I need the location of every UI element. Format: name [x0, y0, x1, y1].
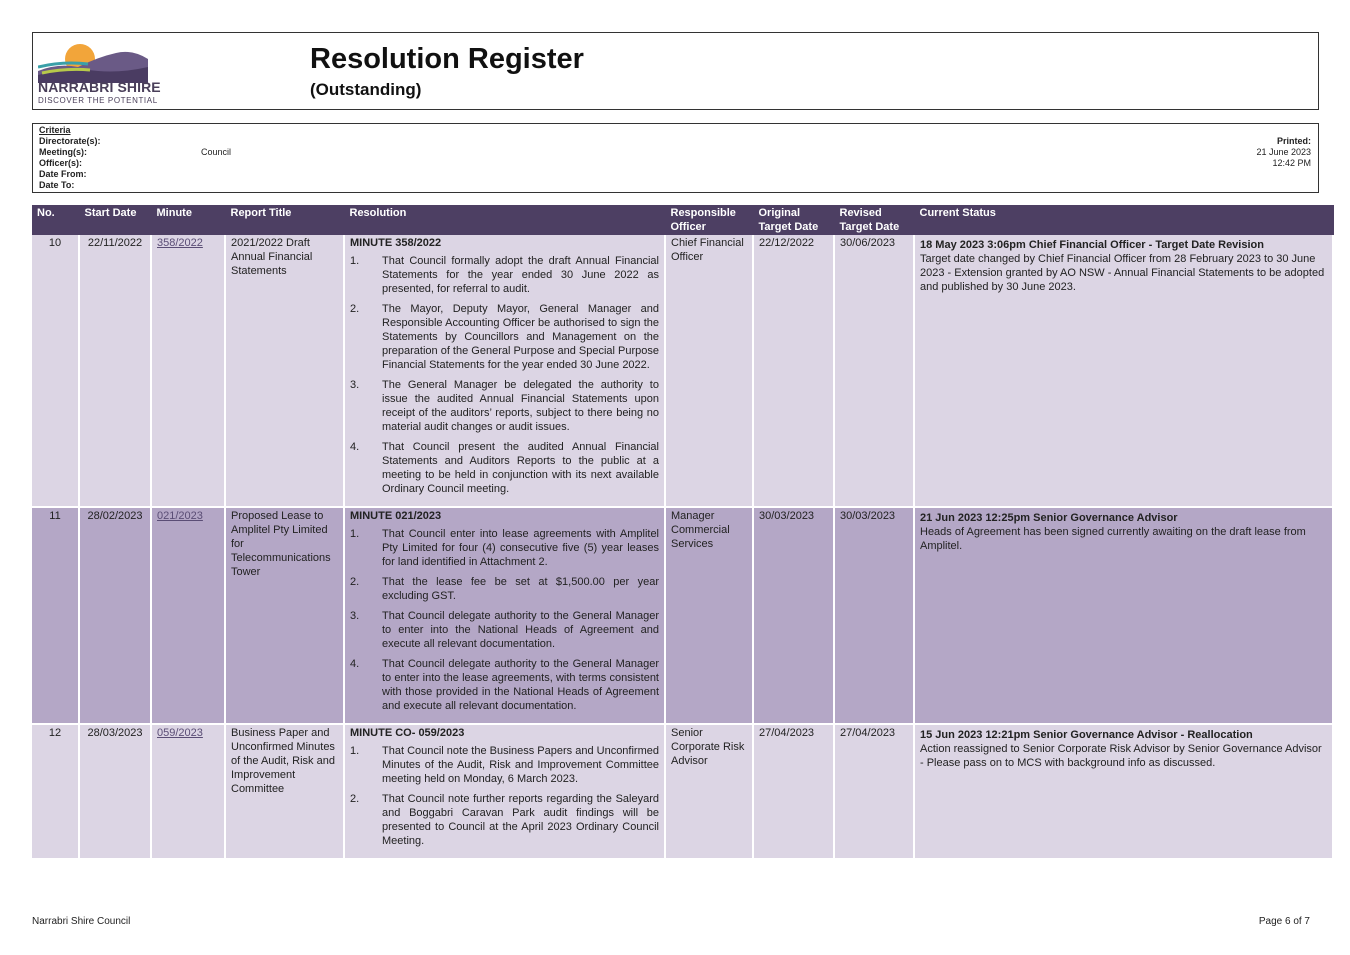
page-title: Resolution Register — [310, 43, 584, 75]
col-header-original-target-date: Original Target Date — [753, 205, 834, 235]
printed-info — [1256, 136, 1311, 169]
col-header-no: No. — [32, 205, 79, 235]
col-header-start-date: Start Date — [79, 205, 151, 235]
resolution-item-text: That Council enter into lease agreements with Amplitel Pty Limited for four (4) consecutive five (5) year leases for land identified in Attachment 2. — [382, 528, 659, 568]
row-resolution — [344, 235, 665, 507]
col-header-report-title: Report Title — [225, 205, 344, 235]
resolution-item — [350, 378, 659, 434]
resolution-item-number: 1. — [350, 745, 360, 757]
footer-page-number: Page 6 of 7 — [1258, 916, 1310, 927]
col-header-minute: Minute — [151, 205, 225, 235]
status-heading: 21 Jun 2023 12:25pm Senior Governance Advisor — [920, 512, 1178, 524]
table-header-row — [32, 205, 1333, 235]
row-original-target-date: 30/03/2023 — [753, 507, 834, 724]
resolution-heading: MINUTE 358/2022 — [350, 237, 442, 249]
resolution-item-text: That Council note the Business Papers and Unconfirmed Minutes of the Audit, Risk and Improvement Committee meeting held on Monday, 6 March 2023. — [382, 745, 659, 785]
row-start-date: 28/03/2023 — [79, 724, 151, 859]
officer-label: Officer(s): — [39, 158, 83, 168]
resolution-item-text: That Council delegate authority to the General Manager to enter into the lease agreements, with terms consistent with those provided in the National Heads of Agreement and execute all relevant documentation. — [382, 658, 659, 712]
status-heading: 18 May 2023 3:06pm Chief Financial Officer - Target Date Revision — [920, 239, 1264, 251]
resolution-item-number: 2. — [350, 793, 360, 805]
resolution-item-text: That Council present the audited Annual Financial Statements and Auditors Reports to the public at a meeting to be held in conjunction with its next available Ordinary Council meeting. — [382, 441, 659, 495]
criteria-panel — [32, 123, 1319, 193]
resolution-item — [350, 575, 659, 603]
date-to-label: Date To: — [39, 180, 75, 190]
meeting-label: Meeting(s): — [39, 147, 87, 157]
resolution-item — [350, 440, 659, 496]
resolution-item-text: The Mayor, Deputy Mayor, General Manager and Responsible Accounting Officer be authorised to sign the Statements by Councillors and Management on the preparation of the General Purpose and Special Purpose Financial Statements for the year ended 30 June 2022. — [382, 303, 660, 371]
resolution-item-text: That Council formally adopt the draft Annual Financial Statements for the year ended 30 June 2022 as presented, for referral to audit. — [382, 255, 659, 295]
row-responsible-officer: Chief Financial Officer — [665, 235, 753, 507]
resolution-item-text: That Council delegate authority to the General Manager to enter into the National Heads of Agreement and execute all relevant documentation. — [382, 610, 659, 650]
resolution-item-number: 3. — [350, 610, 360, 622]
report-header — [32, 32, 1319, 110]
resolution-item — [350, 792, 659, 848]
logo-brand-text: NARRABRI SHIRE — [38, 79, 161, 95]
resolution-item — [350, 657, 659, 713]
landscape-logo-icon — [38, 37, 148, 83]
row-report-title: Business Paper and Unconfirmed Minutes of the Audit, Risk and Improvement Committee — [225, 724, 344, 859]
col-header-current-status: Current Status — [914, 205, 1333, 235]
row-start-date: 28/02/2023 — [79, 507, 151, 724]
row-current-status — [914, 724, 1333, 859]
col-header-resolution: Resolution — [344, 205, 665, 235]
row-no: 11 — [32, 507, 79, 724]
footer-org: Narrabri Shire Council — [32, 916, 131, 927]
row-revised-target-date: 30/03/2023 — [834, 507, 914, 724]
resolution-item-number: 3. — [350, 379, 360, 391]
criteria-heading: Criteria — [39, 125, 71, 135]
page-subtitle: (Outstanding) — [310, 80, 422, 99]
status-text: Action reassigned to Senior Corporate Risk Advisor by Senior Governance Advisor - Please pass on to MCS with background info as discussed. — [920, 743, 1322, 769]
row-original-target-date: 22/12/2022 — [753, 235, 834, 507]
minute-link[interactable]: 358/2022 — [157, 237, 203, 249]
row-no: 10 — [32, 235, 79, 507]
resolution-table — [32, 205, 1334, 860]
resolution-item-number: 2. — [350, 576, 360, 588]
row-minute-cell — [151, 507, 225, 724]
printed-time: 12:42 PM — [1272, 158, 1311, 168]
minute-link[interactable]: 021/2023 — [157, 510, 203, 522]
meeting-value: Council — [201, 147, 232, 157]
table-row — [32, 235, 1333, 507]
row-responsible-officer: Senior Corporate Risk Advisor — [665, 724, 753, 859]
resolution-item-number: 1. — [350, 528, 360, 540]
resolution-item-text: That Council note further reports regarding the Saleyard and Boggabri Caravan Park audit findings will be presented to Council at the April 2023 Ordinary Council Meeting. — [382, 793, 659, 847]
resolution-item-number: 4. — [350, 441, 360, 453]
status-heading: 15 Jun 2023 12:21pm Senior Governance Advisor - Reallocation — [920, 729, 1253, 741]
directorate-label: Directorate(s): — [39, 136, 101, 146]
row-report-title: Proposed Lease to Amplitel Pty Limited for Telecommunications Tower — [225, 507, 344, 724]
row-resolution — [344, 724, 665, 859]
printed-label: Printed: — [1276, 136, 1311, 146]
criteria-labels — [39, 125, 101, 191]
resolution-item-number: 1. — [350, 255, 360, 267]
resolution-item-number: 4. — [350, 658, 360, 670]
row-report-title: 2021/2022 Draft Annual Financial Statements — [225, 235, 344, 507]
resolution-heading: MINUTE 021/2023 — [350, 510, 442, 522]
row-revised-target-date: 27/04/2023 — [834, 724, 914, 859]
resolution-heading: MINUTE CO- 059/2023 — [350, 727, 465, 739]
row-no: 12 — [32, 724, 79, 859]
resolution-item — [350, 609, 659, 651]
resolution-item-text: That the lease fee be set at $1,500.00 per year excluding GST. — [382, 576, 659, 602]
status-text: Target date changed by Chief Financial Officer from 28 February 2023 to 30 June 2023 - Extension granted by AO NSW - Annual Financial Statements to be adopted and published by 30 June 2023. — [920, 253, 1325, 293]
col-header-responsible-officer: Responsible Officer — [665, 205, 753, 235]
table-row — [32, 507, 1333, 724]
row-current-status — [914, 235, 1333, 507]
row-minute-cell — [151, 235, 225, 507]
resolution-item-text: The General Manager be delegated the authority to issue the audited Annual Financial Statements upon receipt of the auditors’ reports, subject to there being no material audit changes or audit issues. — [382, 379, 659, 433]
status-text: Heads of Agreement has been signed currently awaiting on the draft lease from Amplitel. — [920, 526, 1306, 552]
resolution-item — [350, 302, 659, 372]
row-minute-cell — [151, 724, 225, 859]
col-header-revised-target-date: Revised Target Date — [834, 205, 914, 235]
date-from-label: Date From: — [39, 169, 87, 179]
row-current-status — [914, 507, 1333, 724]
printed-date: 21 June 2023 — [1256, 147, 1311, 157]
resolution-item — [350, 254, 659, 296]
resolution-item-number: 2. — [350, 303, 360, 315]
row-revised-target-date: 30/06/2023 — [834, 235, 914, 507]
minute-link[interactable]: 059/2023 — [157, 727, 203, 739]
table-row — [32, 724, 1333, 859]
logo-tagline: DISCOVER THE POTENTIAL — [38, 96, 158, 105]
row-start-date: 22/11/2022 — [79, 235, 151, 507]
resolution-item — [350, 744, 659, 786]
row-responsible-officer: Manager Commercial Services — [665, 507, 753, 724]
resolution-item — [350, 527, 659, 569]
row-original-target-date: 27/04/2023 — [753, 724, 834, 859]
row-resolution — [344, 507, 665, 724]
